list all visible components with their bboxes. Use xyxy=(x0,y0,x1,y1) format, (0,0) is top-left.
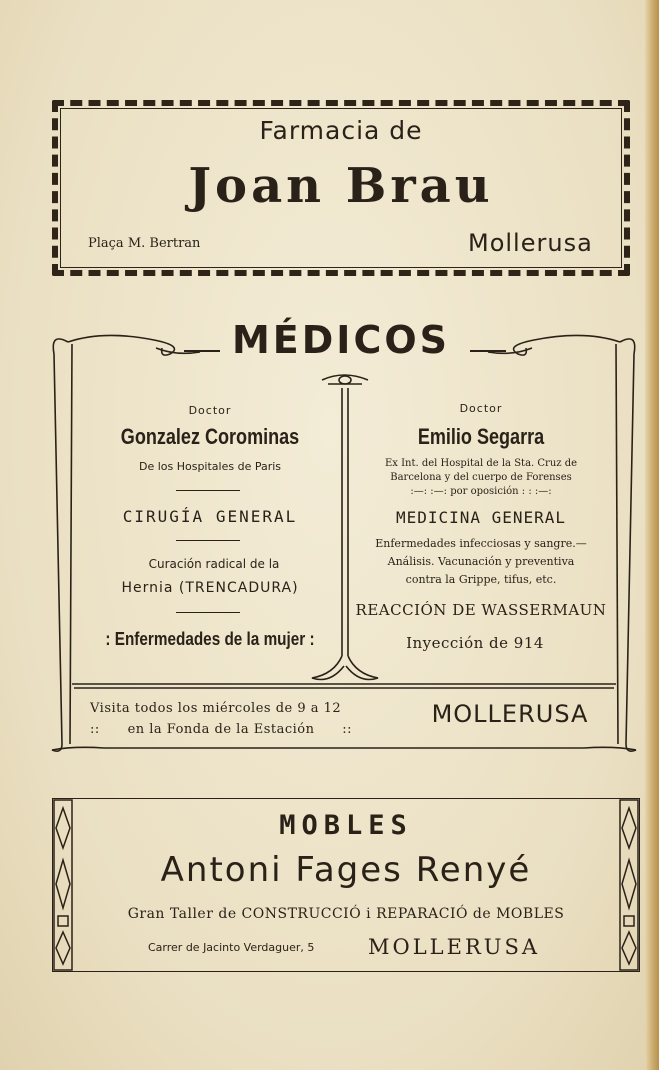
right-reaction: REACCIÓN DE WASSERMAUN xyxy=(355,601,607,619)
visit-info xyxy=(90,698,390,740)
left-divider-3 xyxy=(176,612,240,613)
left-hernia-line xyxy=(74,580,346,596)
medicos-title: MÉDICOS xyxy=(231,318,450,362)
visit-line-2 xyxy=(90,719,390,740)
left-divider-2 xyxy=(176,540,240,541)
left-women-line: : Enfermedades de la mujer : xyxy=(105,629,315,649)
right-credentials-3: :—: :—: por oposición : : :—: xyxy=(410,486,552,497)
mobles-address: Carrer de Jacinto Verdaguer, 5 xyxy=(148,941,315,954)
right-credentials-1: Ex Int. del Hospital de la Sta. Cruz de xyxy=(384,458,578,469)
right-line-3: contra la Grippe, tifus, etc. xyxy=(405,573,557,586)
mobles-town: MOLLERUSA xyxy=(368,935,541,959)
mobles-subtitle: Gran Taller de CONSTRUCCIÓ i REPARACIÓ de MOBLES xyxy=(127,906,565,922)
right-line-1: Enfermedades infecciosas y sangre.— xyxy=(375,537,587,550)
left-divider-1 xyxy=(176,490,240,491)
farmacia-address: Plaça M. Bertran xyxy=(88,236,201,251)
left-hernia-word: Hernia xyxy=(121,580,174,596)
left-specialty: CIRUGÍA GENERAL xyxy=(122,507,298,526)
farmacia-heading: Farmacia de xyxy=(259,116,423,145)
left-hernia-trencadura: (TRENCADURA) xyxy=(178,580,299,596)
left-doctor-prefix: Doctor xyxy=(188,404,232,417)
farmacia-town: Mollerusa xyxy=(468,229,593,257)
medicos-town: MOLLERUSA xyxy=(431,700,589,728)
right-specialty: MEDICINA GENERAL xyxy=(395,508,567,527)
right-line-2: Análisis. Vacunación y preventiva xyxy=(387,555,575,568)
right-doctor-name: Emilio Segarra xyxy=(417,424,545,449)
farmacia-name: Joan Brau xyxy=(188,158,494,214)
visit-marker-left: :: xyxy=(90,722,100,737)
visit-line-1: Visita todos los miércoles de 9 a 12 xyxy=(90,701,342,716)
right-injection: Inyección de 914 xyxy=(406,634,544,652)
left-doctor-affiliation: De los Hospitales de Paris xyxy=(138,460,282,473)
left-cure-line: Curación radical de la xyxy=(148,557,280,571)
right-doctor-prefix: Doctor xyxy=(459,402,503,415)
mobles-owner-name: Antoni Fages Renyé xyxy=(160,850,532,890)
left-doctor-name: Gonzalez Corominas xyxy=(120,424,300,449)
mobles-title: MOBLES xyxy=(279,810,413,841)
right-credentials-2: Barcelona y del cuerpo de Forenses xyxy=(390,472,572,483)
visit-location: en la Fonda de la Estación xyxy=(127,722,315,737)
visit-marker-right: :: xyxy=(342,722,353,737)
page-edge xyxy=(645,0,659,1070)
